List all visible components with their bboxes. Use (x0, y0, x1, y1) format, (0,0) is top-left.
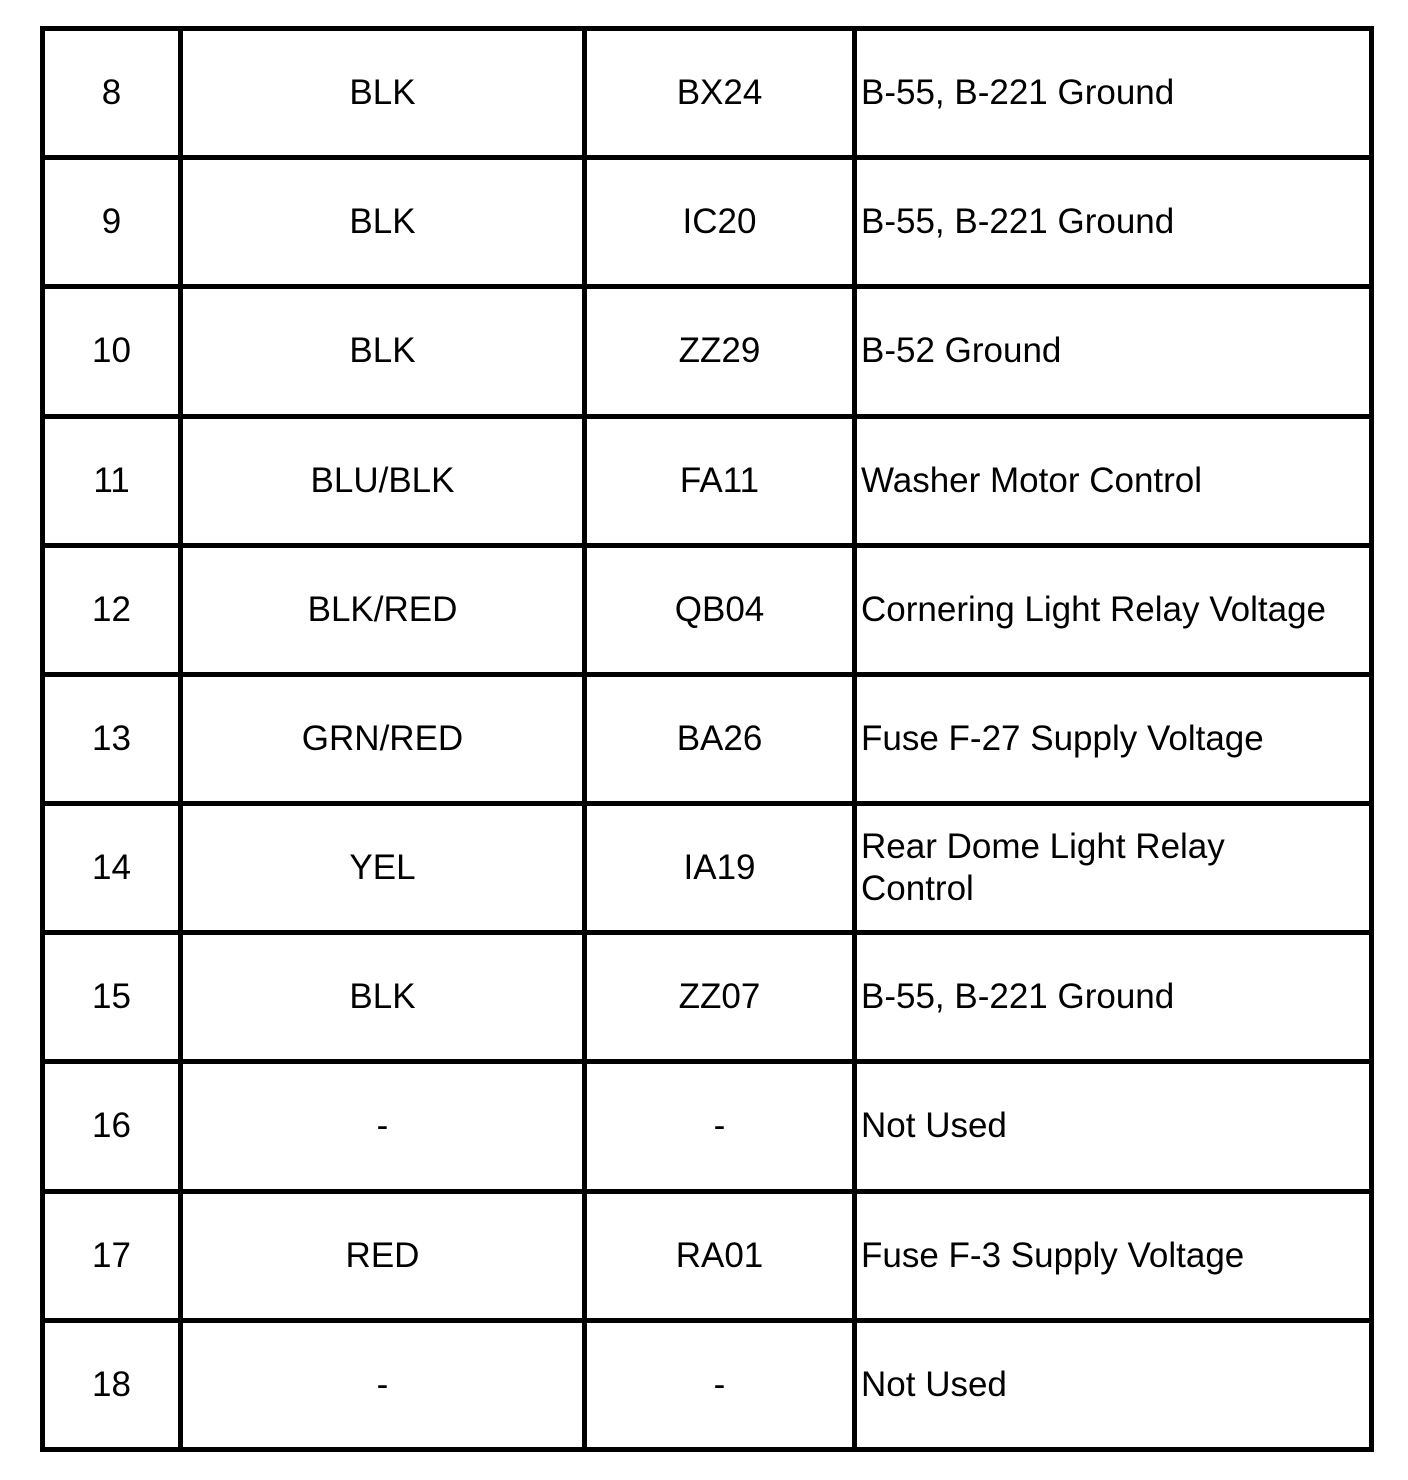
wire-color-cell: BLK (181, 158, 585, 287)
wire-color-cell: BLK (181, 933, 585, 1062)
function-cell: Not Used (855, 1320, 1372, 1449)
pin-cell: 10 (43, 287, 181, 416)
table-row (43, 545, 1372, 674)
function-cell: Not Used (855, 1062, 1372, 1191)
pin-cell: 18 (43, 1320, 181, 1449)
pin-cell: 17 (43, 1191, 181, 1320)
circuit-cell: RA01 (585, 1191, 855, 1320)
circuit-cell: IA19 (585, 804, 855, 933)
pin-cell: 14 (43, 804, 181, 933)
wire-color-cell: RED (181, 1191, 585, 1320)
table-row (43, 804, 1372, 933)
wire-color-cell: BLK/RED (181, 545, 585, 674)
circuit-cell: QB04 (585, 545, 855, 674)
table-row (43, 1062, 1372, 1191)
wire-color-cell: GRN/RED (181, 674, 585, 803)
table-row (43, 1320, 1372, 1449)
circuit-cell: BX24 (585, 29, 855, 158)
wire-color-cell: BLK (181, 29, 585, 158)
table-body (43, 29, 1372, 1450)
function-cell: B-55, B-221 Ground (855, 29, 1372, 158)
pin-cell: 9 (43, 158, 181, 287)
connector-pinout-table (40, 26, 1374, 1452)
table-row (43, 29, 1372, 158)
function-cell: Fuse F-3 Supply Voltage (855, 1191, 1372, 1320)
circuit-cell: BA26 (585, 674, 855, 803)
table-row (43, 933, 1372, 1062)
circuit-cell: ZZ07 (585, 933, 855, 1062)
function-cell: Rear Dome Light Relay Control (855, 804, 1372, 933)
wire-color-cell: BLU/BLK (181, 416, 585, 545)
function-cell: B-55, B-221 Ground (855, 933, 1372, 1062)
circuit-cell: - (585, 1320, 855, 1449)
table-row (43, 158, 1372, 287)
function-cell: Fuse F-27 Supply Voltage (855, 674, 1372, 803)
pin-cell: 8 (43, 29, 181, 158)
circuit-cell: IC20 (585, 158, 855, 287)
function-cell: Cornering Light Relay Voltage (855, 545, 1372, 674)
pin-cell: 13 (43, 674, 181, 803)
circuit-cell: ZZ29 (585, 287, 855, 416)
circuit-cell: FA11 (585, 416, 855, 545)
pin-cell: 15 (43, 933, 181, 1062)
wire-color-cell: - (181, 1062, 585, 1191)
function-cell: B-55, B-221 Ground (855, 158, 1372, 287)
pin-cell: 11 (43, 416, 181, 545)
pin-cell: 12 (43, 545, 181, 674)
table-row (43, 1191, 1372, 1320)
table-row (43, 674, 1372, 803)
wire-color-cell: YEL (181, 804, 585, 933)
function-cell: B-52 Ground (855, 287, 1372, 416)
pin-cell: 16 (43, 1062, 181, 1191)
circuit-cell: - (585, 1062, 855, 1191)
wire-color-cell: BLK (181, 287, 585, 416)
table-row (43, 416, 1372, 545)
function-cell: Washer Motor Control (855, 416, 1372, 545)
wire-color-cell: - (181, 1320, 585, 1449)
table-row (43, 287, 1372, 416)
